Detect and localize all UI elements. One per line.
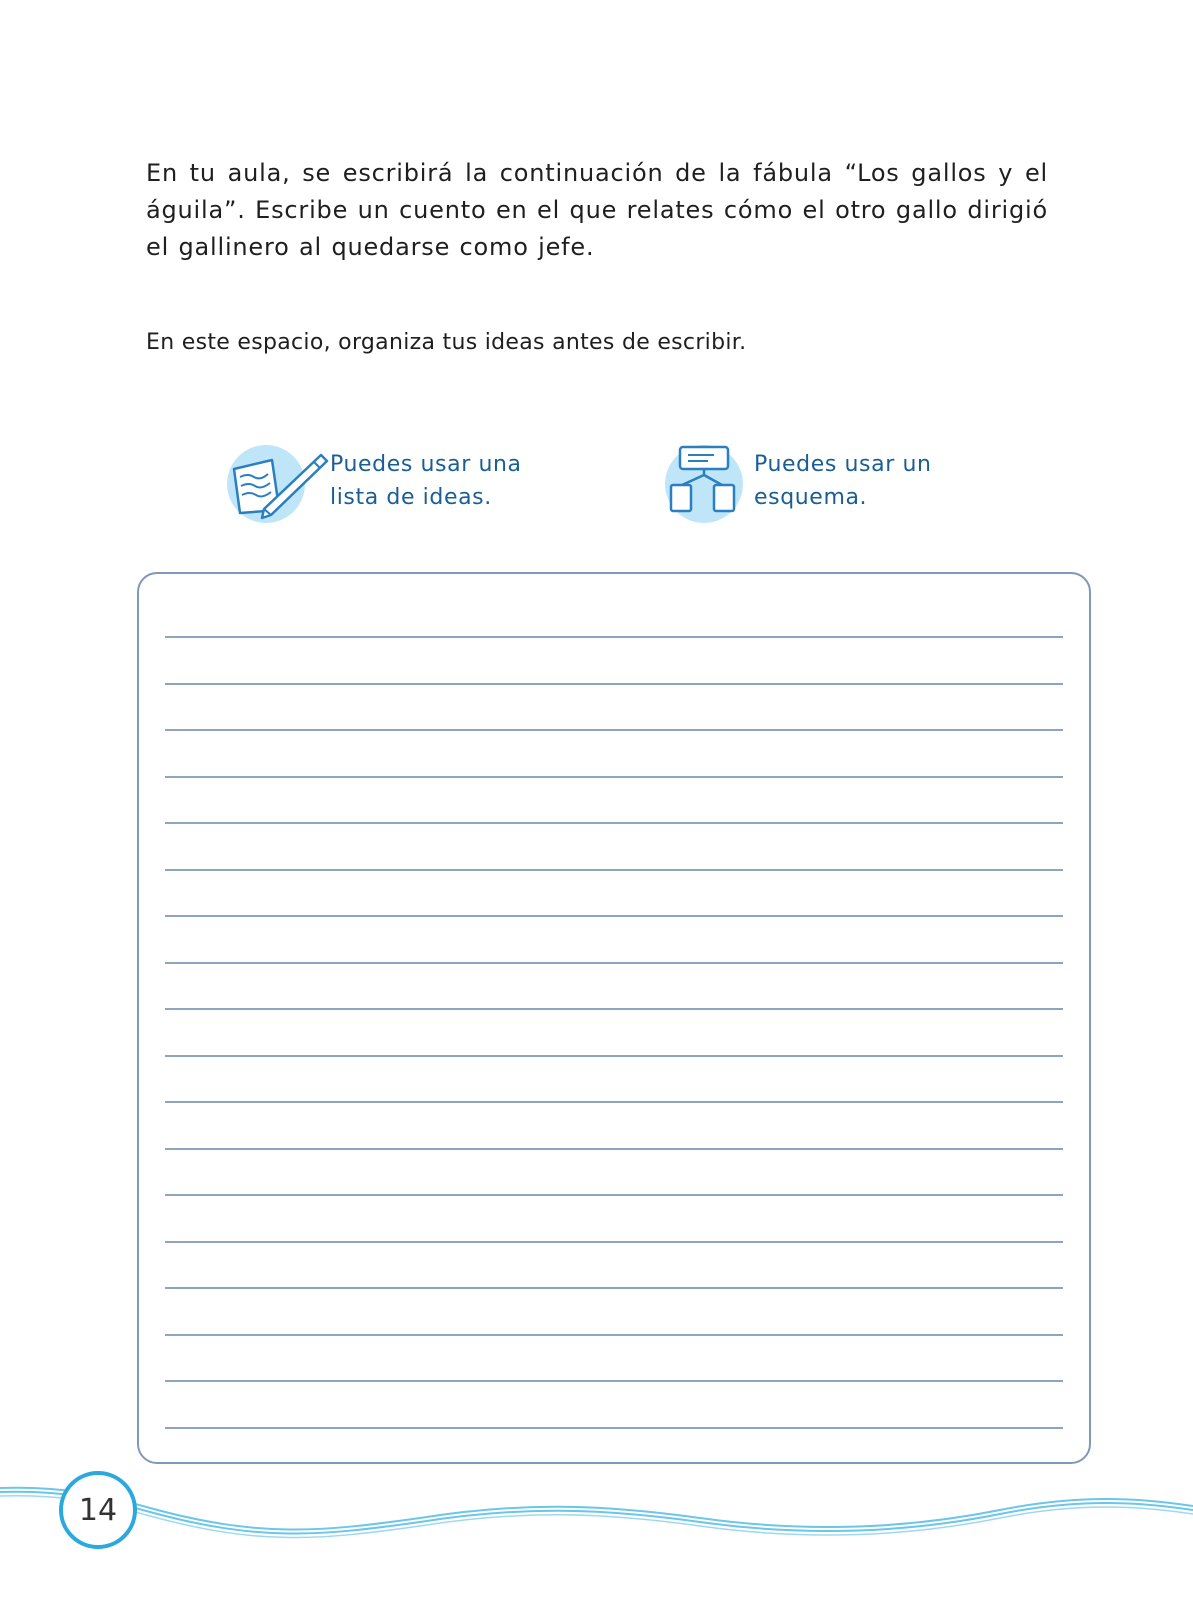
hint-scheme-text: Puedes usar un esquema. bbox=[754, 452, 932, 510]
writing-line bbox=[165, 636, 1063, 638]
hint-scheme bbox=[664, 441, 932, 527]
writing-line bbox=[165, 1194, 1063, 1196]
footer-wave-decoration bbox=[0, 1480, 1193, 1560]
writing-area[interactable] bbox=[137, 572, 1091, 1464]
writing-line bbox=[165, 1380, 1063, 1382]
writing-line bbox=[165, 729, 1063, 731]
writing-line bbox=[165, 1241, 1063, 1243]
writing-line bbox=[165, 1055, 1063, 1057]
writing-line bbox=[165, 869, 1063, 871]
hint-idea-list-text: Puedes usar una lista de ideas. bbox=[330, 452, 522, 510]
writing-line bbox=[165, 1287, 1063, 1289]
writing-line bbox=[165, 822, 1063, 824]
organize-prompt: En este espacio, organiza tus ideas antes de escribir. bbox=[146, 330, 747, 355]
writing-line bbox=[165, 962, 1063, 964]
writing-line bbox=[165, 1148, 1063, 1150]
writing-line bbox=[165, 1427, 1063, 1429]
flowchart-icon bbox=[664, 441, 754, 527]
instructions-paragraph: En tu aula, se escribirá la continuación de la fábula “Los gallos y el águila”. Escribe un cuento en el que relates cómo el otro gallo dirigió el gallinero al quedarse como jefe. bbox=[146, 159, 1048, 261]
notepad-pencil-icon bbox=[226, 441, 330, 527]
writing-line bbox=[165, 1008, 1063, 1010]
writing-line bbox=[165, 1101, 1063, 1103]
hint-idea-list bbox=[226, 441, 522, 527]
writing-line bbox=[165, 1334, 1063, 1336]
writing-line bbox=[165, 776, 1063, 778]
page-number: 14 bbox=[59, 1471, 137, 1549]
writing-line bbox=[165, 683, 1063, 685]
writing-line bbox=[165, 915, 1063, 917]
